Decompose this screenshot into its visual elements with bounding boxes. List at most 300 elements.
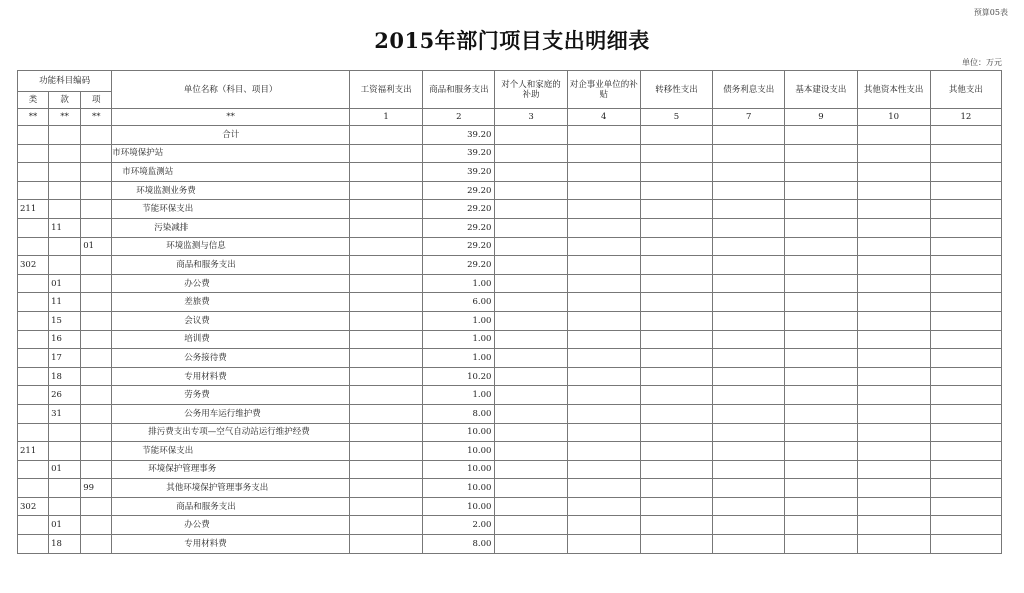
- amount-cell: [567, 256, 640, 275]
- amount-cell: [567, 218, 640, 237]
- xiang-cell: [81, 423, 112, 442]
- amount-cell: [640, 274, 712, 293]
- wage-cell: [350, 516, 423, 535]
- amount-cell: [640, 126, 712, 145]
- kuan-cell: 01: [49, 460, 81, 479]
- amount-cell: [495, 386, 567, 405]
- wage-cell: [350, 349, 423, 368]
- amount-cell: [785, 535, 857, 554]
- amount-cell: [495, 442, 567, 461]
- amount-cell: [930, 274, 1001, 293]
- amount-cell: [713, 293, 785, 312]
- unit-name-cell: 合计: [112, 126, 350, 145]
- lei-cell: [18, 404, 49, 423]
- lei-cell: [18, 386, 49, 405]
- number-row: [18, 109, 1002, 126]
- lei-cell: [18, 163, 49, 182]
- table-row: [18, 256, 1002, 275]
- amount-cell: [785, 218, 857, 237]
- amount-cell: [857, 200, 930, 219]
- amount-cell: [857, 181, 930, 200]
- wage-cell: [350, 479, 423, 498]
- number-cell: 1: [350, 109, 423, 126]
- number-cell: **: [81, 109, 112, 126]
- amount-cell: [713, 479, 785, 498]
- amount-cell: [640, 404, 712, 423]
- unit-name-cell: 环境监测与信息: [112, 237, 350, 256]
- kuan-cell: [49, 479, 81, 498]
- amount-cell: [857, 218, 930, 237]
- amount-cell: [785, 256, 857, 275]
- amount-cell: [567, 293, 640, 312]
- amount-cell: [857, 442, 930, 461]
- number-cell: 9: [785, 109, 857, 126]
- unit-name-cell: 节能环保支出: [112, 442, 350, 461]
- amount-cell: [857, 126, 930, 145]
- kuan-cell: 01: [49, 274, 81, 293]
- unit-name-cell: 市环境监测站: [112, 163, 350, 182]
- wage-cell: [350, 497, 423, 516]
- lei-cell: [18, 181, 49, 200]
- wage-cell: [350, 274, 423, 293]
- table-row: [18, 144, 1002, 163]
- amount-cell: [857, 367, 930, 386]
- amount-cell: [567, 367, 640, 386]
- amount-cell: [640, 218, 712, 237]
- kuan-cell: 15: [49, 311, 81, 330]
- amount-cell: [930, 181, 1001, 200]
- amount-cell: [495, 237, 567, 256]
- amount-cell: [495, 126, 567, 145]
- amount-cell: [857, 460, 930, 479]
- unit-name-cell: 公务用车运行维护费: [112, 404, 350, 423]
- amount-cell: [930, 144, 1001, 163]
- xiang-cell: [81, 497, 112, 516]
- number-cell: 5: [640, 109, 712, 126]
- amount-cell: [495, 293, 567, 312]
- lei-cell: [18, 330, 49, 349]
- amount-cell: [785, 274, 857, 293]
- col-header: 工资福利支出: [350, 71, 423, 109]
- amount-cell: [567, 330, 640, 349]
- form-code: 预算05表: [973, 8, 1008, 17]
- col-header: 其他支出: [930, 71, 1001, 109]
- amount-cell: [640, 237, 712, 256]
- kuan-cell: [49, 163, 81, 182]
- amount-cell: [785, 126, 857, 145]
- goods-cell: 10.00: [423, 460, 495, 479]
- amount-cell: [640, 256, 712, 275]
- goods-cell: 6.00: [423, 293, 495, 312]
- xiang-cell: [81, 311, 112, 330]
- amount-cell: [930, 163, 1001, 182]
- amount-cell: [713, 237, 785, 256]
- table-row: [18, 404, 1002, 423]
- amount-cell: [495, 423, 567, 442]
- amount-cell: [785, 200, 857, 219]
- amount-cell: [713, 497, 785, 516]
- amount-cell: [713, 274, 785, 293]
- amount-cell: [857, 386, 930, 405]
- table-row: [18, 126, 1002, 145]
- amount-cell: [495, 497, 567, 516]
- amount-cell: [857, 144, 930, 163]
- table-row: [18, 293, 1002, 312]
- amount-cell: [930, 404, 1001, 423]
- amount-cell: [640, 181, 712, 200]
- table-row: [18, 237, 1002, 256]
- kuan-cell: [49, 423, 81, 442]
- amount-cell: [640, 144, 712, 163]
- amount-cell: [713, 181, 785, 200]
- amount-cell: [495, 535, 567, 554]
- amount-cell: [567, 237, 640, 256]
- lei-cell: [18, 126, 49, 145]
- amount-cell: [785, 237, 857, 256]
- amount-cell: [857, 293, 930, 312]
- xiang-cell: [81, 535, 112, 554]
- amount-cell: [930, 479, 1001, 498]
- table-row: [18, 423, 1002, 442]
- amount-cell: [857, 163, 930, 182]
- amount-cell: [785, 293, 857, 312]
- xiang-cell: [81, 218, 112, 237]
- unit-name-cell: 其他环境保护管理事务支出: [112, 479, 350, 498]
- wage-cell: [350, 535, 423, 554]
- kuan-cell: 31: [49, 404, 81, 423]
- table-row: [18, 386, 1002, 405]
- xiang-cell: 01: [81, 237, 112, 256]
- amount-cell: [640, 367, 712, 386]
- xiang-cell: [81, 181, 112, 200]
- amount-cell: [640, 386, 712, 405]
- lei-cell: [18, 460, 49, 479]
- amount-cell: [930, 535, 1001, 554]
- number-cell: 10: [857, 109, 930, 126]
- col-header: 基本建设支出: [785, 71, 857, 109]
- goods-cell: 1.00: [423, 330, 495, 349]
- amount-cell: [495, 163, 567, 182]
- wage-cell: [350, 386, 423, 405]
- xiang-cell: [81, 516, 112, 535]
- wage-cell: [350, 256, 423, 275]
- amount-cell: [857, 516, 930, 535]
- amount-cell: [713, 163, 785, 182]
- wage-cell: [350, 163, 423, 182]
- unit-name-cell: 培训费: [112, 330, 350, 349]
- amount-cell: [857, 330, 930, 349]
- unit-name-header: 单位名称（科目、项目）: [112, 71, 350, 109]
- amount-cell: [495, 200, 567, 219]
- amount-cell: [785, 349, 857, 368]
- unit-name-cell: 污染减排: [112, 218, 350, 237]
- amount-cell: [713, 256, 785, 275]
- xiang-cell: [81, 404, 112, 423]
- amount-cell: [930, 367, 1001, 386]
- amount-cell: [495, 274, 567, 293]
- amount-cell: [930, 237, 1001, 256]
- unit-name-cell: 排污费支出专项—空气自动站运行维护经费: [112, 423, 350, 442]
- unit-name-cell: 商品和服务支出: [112, 256, 350, 275]
- lei-cell: 211: [18, 200, 49, 219]
- table-row: [18, 460, 1002, 479]
- amount-cell: [640, 535, 712, 554]
- amount-cell: [640, 442, 712, 461]
- amount-cell: [640, 497, 712, 516]
- kuan-cell: [49, 442, 81, 461]
- amount-cell: [713, 200, 785, 219]
- xiang-cell: [81, 126, 112, 145]
- xiang-header: 项: [81, 92, 112, 109]
- goods-cell: 10.00: [423, 423, 495, 442]
- kuan-cell: 16: [49, 330, 81, 349]
- page-title: 2015年部门项目支出明细表: [374, 28, 650, 53]
- number-cell: 4: [567, 109, 640, 126]
- xiang-cell: 99: [81, 479, 112, 498]
- kuan-cell: [49, 200, 81, 219]
- amount-cell: [930, 349, 1001, 368]
- unit-name-cell: 商品和服务支出: [112, 497, 350, 516]
- amount-cell: [713, 218, 785, 237]
- amount-cell: [713, 423, 785, 442]
- amount-cell: [495, 516, 567, 535]
- wage-cell: [350, 367, 423, 386]
- amount-cell: [930, 218, 1001, 237]
- unit-name-cell: 劳务费: [112, 386, 350, 405]
- goods-cell: 10.20: [423, 367, 495, 386]
- wage-cell: [350, 200, 423, 219]
- amount-cell: [857, 497, 930, 516]
- goods-cell: 1.00: [423, 349, 495, 368]
- amount-cell: [930, 311, 1001, 330]
- amount-cell: [567, 200, 640, 219]
- amount-cell: [640, 163, 712, 182]
- goods-cell: 29.20: [423, 237, 495, 256]
- col-header: 债务利息支出: [713, 71, 785, 109]
- wage-cell: [350, 460, 423, 479]
- amount-cell: [640, 293, 712, 312]
- amount-cell: [857, 311, 930, 330]
- amount-cell: [495, 404, 567, 423]
- amount-cell: [857, 479, 930, 498]
- unit-name-cell: 公务接待费: [112, 349, 350, 368]
- lei-cell: [18, 274, 49, 293]
- kuan-cell: 11: [49, 293, 81, 312]
- wage-cell: [350, 423, 423, 442]
- amount-cell: [713, 535, 785, 554]
- kuan-cell: 11: [49, 218, 81, 237]
- amount-cell: [495, 311, 567, 330]
- xiang-cell: [81, 274, 112, 293]
- lei-cell: [18, 218, 49, 237]
- number-cell: **: [49, 109, 81, 126]
- amount-cell: [567, 516, 640, 535]
- amount-cell: [785, 367, 857, 386]
- kuan-cell: [49, 144, 81, 163]
- number-cell: 12: [930, 109, 1001, 126]
- amount-cell: [713, 386, 785, 405]
- table-row: [18, 274, 1002, 293]
- unit-name-cell: 环境监测业务费: [112, 181, 350, 200]
- amount-cell: [785, 311, 857, 330]
- amount-cell: [713, 460, 785, 479]
- xiang-cell: [81, 330, 112, 349]
- lei-cell: [18, 311, 49, 330]
- goods-cell: 1.00: [423, 386, 495, 405]
- kuan-header: 款: [49, 92, 81, 109]
- kuan-cell: [49, 237, 81, 256]
- table-row: [18, 479, 1002, 498]
- amount-cell: [713, 367, 785, 386]
- lei-cell: [18, 349, 49, 368]
- amount-cell: [785, 516, 857, 535]
- unit-name-cell: 差旅费: [112, 293, 350, 312]
- amount-cell: [785, 423, 857, 442]
- wage-cell: [350, 311, 423, 330]
- goods-cell: 1.00: [423, 311, 495, 330]
- amount-cell: [930, 330, 1001, 349]
- unit-name-cell: 节能环保支出: [112, 200, 350, 219]
- amount-cell: [857, 349, 930, 368]
- goods-cell: 29.20: [423, 200, 495, 219]
- lei-cell: 302: [18, 497, 49, 516]
- col-header: 商品和服务支出: [423, 71, 495, 109]
- amount-cell: [930, 293, 1001, 312]
- xiang-cell: [81, 200, 112, 219]
- lei-cell: [18, 293, 49, 312]
- xiang-cell: [81, 144, 112, 163]
- kuan-cell: 17: [49, 349, 81, 368]
- kuan-cell: 18: [49, 535, 81, 554]
- wage-cell: [350, 126, 423, 145]
- lei-cell: [18, 367, 49, 386]
- amount-cell: [567, 423, 640, 442]
- amount-cell: [785, 404, 857, 423]
- amount-cell: [713, 144, 785, 163]
- amount-cell: [713, 311, 785, 330]
- xiang-cell: [81, 163, 112, 182]
- amount-cell: [930, 200, 1001, 219]
- goods-cell: 8.00: [423, 535, 495, 554]
- unit-name-cell: 专用材料费: [112, 535, 350, 554]
- table-row: [18, 181, 1002, 200]
- lei-cell: 302: [18, 256, 49, 275]
- table-row: [18, 535, 1002, 554]
- amount-cell: [567, 349, 640, 368]
- amount-cell: [785, 479, 857, 498]
- xiang-cell: [81, 460, 112, 479]
- table-row: [18, 516, 1002, 535]
- amount-cell: [567, 404, 640, 423]
- amount-cell: [713, 330, 785, 349]
- col-header: 转移性支出: [640, 71, 712, 109]
- goods-cell: 29.20: [423, 181, 495, 200]
- goods-cell: 10.00: [423, 497, 495, 516]
- table-row: [18, 349, 1002, 368]
- wage-cell: [350, 330, 423, 349]
- amount-cell: [567, 144, 640, 163]
- table-row: [18, 497, 1002, 516]
- amount-cell: [495, 367, 567, 386]
- number-cell: 7: [713, 109, 785, 126]
- amount-cell: [857, 404, 930, 423]
- amount-cell: [495, 330, 567, 349]
- kuan-cell: 18: [49, 367, 81, 386]
- unit-label: 单位：万元: [962, 58, 1002, 67]
- lei-header: 类: [18, 92, 49, 109]
- wage-cell: [350, 293, 423, 312]
- lei-cell: [18, 479, 49, 498]
- xiang-cell: [81, 442, 112, 461]
- table-row: [18, 218, 1002, 237]
- goods-cell: 39.20: [423, 163, 495, 182]
- col-header: 对企事业单位的补贴: [567, 71, 640, 109]
- xiang-cell: [81, 256, 112, 275]
- amount-cell: [785, 163, 857, 182]
- amount-cell: [567, 442, 640, 461]
- goods-cell: 1.00: [423, 274, 495, 293]
- amount-cell: [495, 181, 567, 200]
- amount-cell: [930, 460, 1001, 479]
- wage-cell: [350, 442, 423, 461]
- kuan-cell: [49, 181, 81, 200]
- lei-cell: [18, 144, 49, 163]
- amount-cell: [785, 442, 857, 461]
- func-code-header: 功能科目编码: [18, 71, 112, 92]
- amount-cell: [785, 181, 857, 200]
- amount-cell: [930, 386, 1001, 405]
- kuan-cell: [49, 126, 81, 145]
- col-header: 其他资本性支出: [857, 71, 930, 109]
- amount-cell: [713, 516, 785, 535]
- amount-cell: [567, 126, 640, 145]
- goods-cell: 29.20: [423, 218, 495, 237]
- kuan-cell: 01: [49, 516, 81, 535]
- amount-cell: [640, 200, 712, 219]
- unit-name-cell: 办公费: [112, 274, 350, 293]
- amount-cell: [713, 404, 785, 423]
- table-row: [18, 442, 1002, 461]
- amount-cell: [567, 386, 640, 405]
- wage-cell: [350, 218, 423, 237]
- amount-cell: [567, 479, 640, 498]
- unit-name-cell: 环境保护管理事务: [112, 460, 350, 479]
- amount-cell: [930, 423, 1001, 442]
- xiang-cell: [81, 349, 112, 368]
- table-row: [18, 367, 1002, 386]
- lei-cell: [18, 516, 49, 535]
- xiang-cell: [81, 293, 112, 312]
- amount-cell: [785, 144, 857, 163]
- amount-cell: [640, 311, 712, 330]
- goods-cell: 2.00: [423, 516, 495, 535]
- amount-cell: [495, 218, 567, 237]
- amount-cell: [640, 330, 712, 349]
- unit-name-cell: 市环境保护站: [112, 144, 350, 163]
- unit-name-cell: 办公费: [112, 516, 350, 535]
- amount-cell: [857, 535, 930, 554]
- amount-cell: [857, 423, 930, 442]
- amount-cell: [857, 237, 930, 256]
- amount-cell: [930, 497, 1001, 516]
- table-row: [18, 163, 1002, 182]
- amount-cell: [785, 460, 857, 479]
- wage-cell: [350, 144, 423, 163]
- unit-name-cell: 专用材料费: [112, 367, 350, 386]
- amount-cell: [713, 126, 785, 145]
- goods-cell: 29.20: [423, 256, 495, 275]
- number-cell: 3: [495, 109, 567, 126]
